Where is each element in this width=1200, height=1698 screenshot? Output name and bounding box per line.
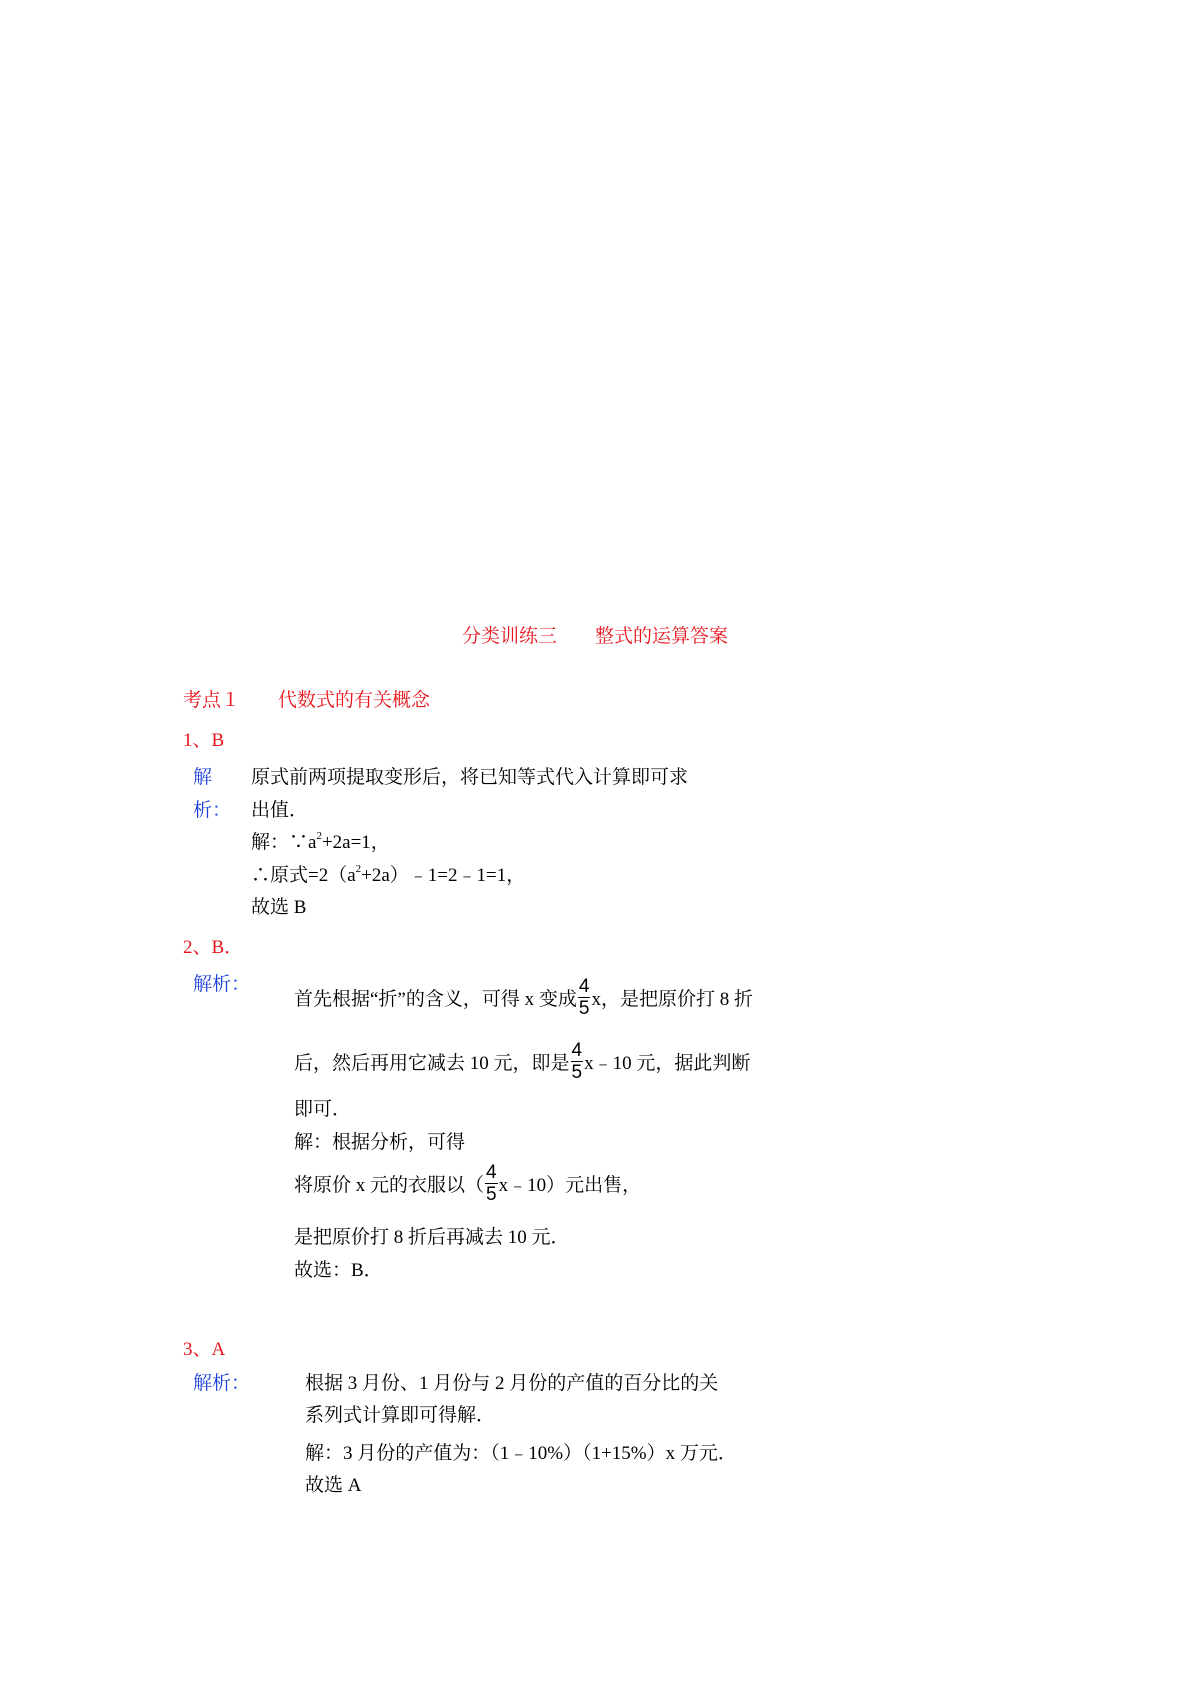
- q1-analysis-line-1: 原式前两项提取变形后，将已知等式代入计算即可求: [251, 767, 689, 788]
- q2-line-7: 故选：B．: [294, 1260, 383, 1281]
- q3-analysis-label: 解析：: [193, 1373, 251, 1394]
- q1-analysis-line-2: 出值．: [251, 800, 309, 821]
- q2-analysis-label: 解析：: [193, 974, 251, 995]
- q3-line-2: 系列式计算即可得解．: [305, 1405, 496, 1426]
- q1-solution-line-1: [251, 830, 390, 853]
- q1-solution-line-2-exponent: 2: [355, 863, 362, 875]
- q2-line-2-post: x﹣10 元，据此判断: [584, 1052, 751, 1074]
- fraction-four-fifths: [571, 1041, 584, 1082]
- fraction-denominator: 5: [578, 997, 590, 1019]
- q2-line-3: 即可．: [294, 1099, 352, 1120]
- q1-analysis-label-a: 解: [193, 767, 213, 788]
- q2-line-1: [294, 972, 753, 1022]
- q2-line-2: [294, 1036, 750, 1086]
- fraction-numerator: 4: [486, 1161, 497, 1183]
- q1-solution-line-3: 故选 B: [251, 897, 307, 918]
- q3-answer: 3、A: [183, 1339, 226, 1360]
- fraction-numerator: 4: [571, 1039, 583, 1061]
- q2-answer: 2、B．: [183, 937, 244, 958]
- q3-line-4: 故选 A: [305, 1475, 362, 1496]
- fraction-four-fifths: [578, 977, 591, 1018]
- page-title: 分类训练三 整式的运算答案: [462, 626, 729, 647]
- q1-solution-line-2: [251, 863, 526, 886]
- q2-line-1-post: x，是把原价打 8 折: [591, 988, 753, 1010]
- q1-solution-line-1-pre: 解：∵a: [251, 832, 317, 853]
- section-heading: 考点１ 代数式的有关概念: [183, 690, 431, 711]
- fraction-denominator: 5: [486, 1183, 497, 1205]
- q2-line-6: 是把原价打 8 折后再减去 10 元．: [294, 1227, 570, 1248]
- q1-solution-line-1-post: +2a=1，: [321, 832, 390, 853]
- q1-solution-line-2-post: +2a）﹣1=2﹣1=1，: [361, 865, 526, 886]
- q1-analysis-label-b: 析：: [193, 800, 232, 821]
- fraction-denominator: 5: [571, 1061, 583, 1083]
- q2-line-4: 解：根据分析，可得: [294, 1132, 466, 1153]
- q2-line-2-pre: 后，然后再用它减去 10 元，即是: [294, 1052, 570, 1074]
- fraction-four-fifths: [485, 1163, 498, 1204]
- q3-line-3: 解：3 月份的产值为：（1﹣10%）（1+15%）x 万元．: [305, 1443, 737, 1464]
- q2-line-5-pre: 将原价 x 元的衣服以（: [294, 1174, 485, 1196]
- q1-solution-line-1-exponent: 2: [316, 830, 322, 842]
- q2-line-5: [294, 1158, 641, 1208]
- q1-solution-line-2-pre: ∴原式=2（a: [251, 865, 356, 886]
- q2-line-5-post: x﹣10）元出售，: [498, 1174, 642, 1196]
- q3-line-1: 根据 3 月份、1 月份与 2 月份的产值的百分比的关: [305, 1373, 719, 1394]
- q1-answer: 1、B: [183, 730, 225, 751]
- fraction-numerator: 4: [578, 975, 590, 997]
- q2-line-1-pre: 首先根据“折”的含义，可得 x 变成: [294, 988, 577, 1010]
